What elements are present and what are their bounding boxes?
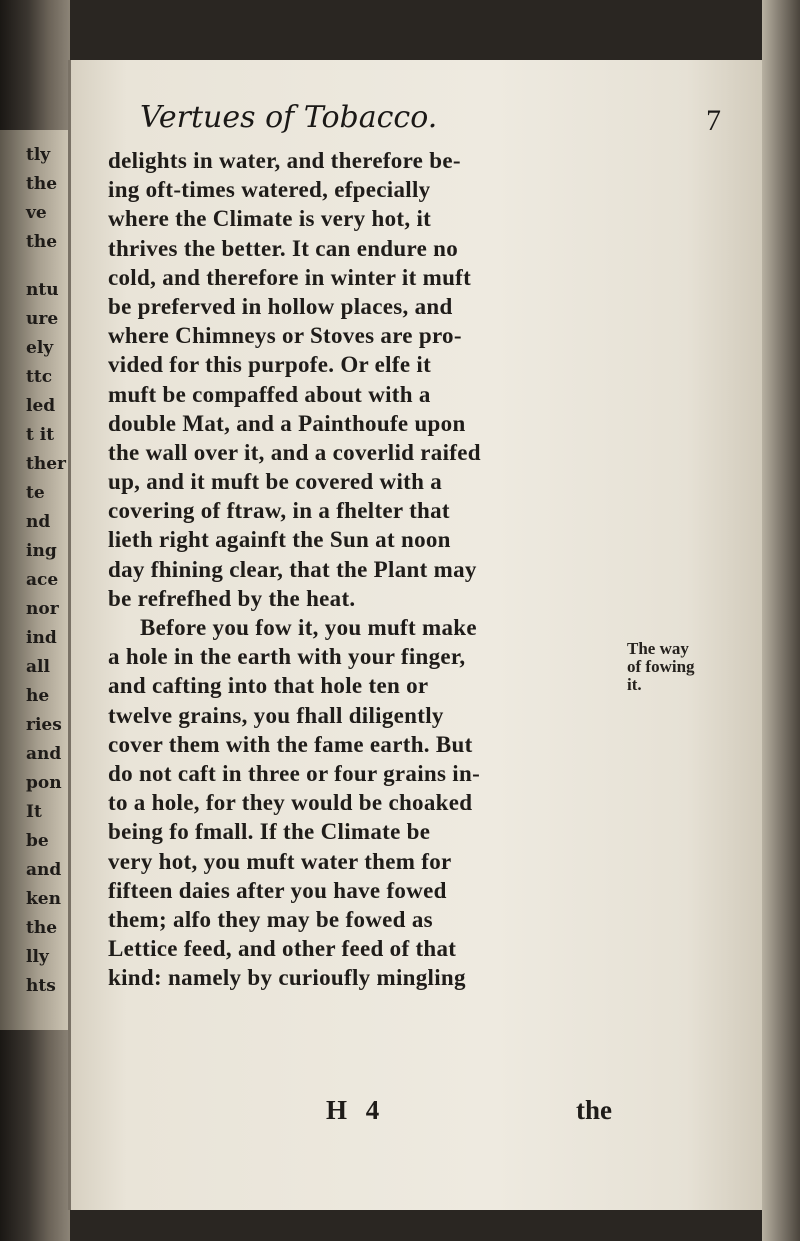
text-line: double Mat, and a Painthoufe upon bbox=[108, 410, 466, 436]
facing-fragment: ind bbox=[26, 628, 57, 648]
text-line: day fhining clear, that the Plant may bbox=[108, 556, 477, 582]
text-line: very hot, you muft water them for bbox=[108, 848, 452, 874]
facing-fragment: ther bbox=[26, 454, 66, 474]
text-line: and cafting into that hole ten or bbox=[108, 673, 429, 699]
facing-fragment: nor bbox=[26, 599, 59, 619]
facing-fragment: It bbox=[26, 802, 42, 822]
facing-page-edge bbox=[0, 130, 70, 1030]
facing-fragment: ve bbox=[26, 203, 47, 223]
facing-fragment: ntu bbox=[26, 280, 59, 300]
facing-fragment: hts bbox=[26, 976, 56, 996]
text-line: kind: namely by curioufly mingling bbox=[108, 965, 466, 991]
text-line: fifteen daies after you have fowed bbox=[108, 877, 447, 903]
facing-fragment: be bbox=[26, 831, 49, 851]
text-line: where Chimneys or Stoves are pro- bbox=[108, 323, 462, 349]
facing-fragment: ely bbox=[26, 338, 54, 358]
facing-fragment: pon bbox=[26, 773, 62, 793]
marginal-note-line: The way bbox=[627, 639, 689, 658]
text-line: delights in water, and therefore be- bbox=[108, 148, 461, 173]
body-text bbox=[108, 146, 628, 992]
facing-fragment: ttc bbox=[26, 367, 53, 387]
facing-fragment: all bbox=[26, 657, 50, 677]
text-line: do not caft in three or four grains in- bbox=[108, 760, 481, 786]
facing-fragment: the bbox=[26, 918, 58, 938]
facing-fragment: ing bbox=[26, 541, 57, 561]
text-line: vided for this purpofe. Or elfe it bbox=[108, 352, 432, 378]
facing-fragment: the bbox=[26, 232, 58, 252]
marginal-note-line: of fowing bbox=[627, 657, 695, 676]
text-line: lieth right againft the Sun at noon bbox=[108, 527, 451, 553]
text-line: up, and it muft be covered with a bbox=[108, 469, 443, 495]
text-line: twelve grains, you fhall diligently bbox=[108, 702, 444, 728]
page-number: 7 bbox=[706, 104, 721, 137]
facing-fragment: and bbox=[26, 860, 62, 880]
text-line: cold, and therefore in winter it muft bbox=[108, 264, 472, 290]
running-head: Vertues of Tobacco. bbox=[140, 100, 438, 135]
facing-fragment: ries bbox=[26, 715, 62, 735]
text-line: them; alfo they may be fowed as bbox=[108, 906, 433, 932]
text-line: be preferved in hollow places, and bbox=[108, 293, 453, 319]
marginal-note bbox=[627, 640, 695, 694]
facing-fragment: led bbox=[26, 396, 56, 416]
facing-fragment: and bbox=[26, 744, 62, 764]
facing-fragment: t it bbox=[26, 425, 55, 445]
facing-fragment: ure bbox=[26, 309, 59, 329]
text-line: where the Climate is very hot, it bbox=[108, 206, 432, 232]
text-line: be refrefhed by the heat. bbox=[108, 585, 356, 611]
facing-fragment: ken bbox=[26, 889, 61, 909]
text-line: Lettice feed, and other feed of that bbox=[108, 936, 457, 962]
facing-fragment: the bbox=[26, 174, 58, 194]
text-line: to a hole, for they would be choaked bbox=[108, 790, 473, 816]
facing-fragment: lly bbox=[26, 947, 49, 967]
marginal-note-line: it. bbox=[627, 675, 642, 694]
facing-fragment: te bbox=[26, 483, 45, 503]
text-line: ing oft-times watered, efpecially bbox=[108, 177, 431, 203]
text-line: thrives the better. It can endure no bbox=[108, 235, 459, 261]
text-line: cover them with the fame earth. But bbox=[108, 731, 473, 757]
catchword: the bbox=[576, 1095, 612, 1125]
text-line: being fo fmall. If the Climate be bbox=[108, 819, 431, 845]
text-line: muft be compaffed about with a bbox=[108, 381, 431, 407]
facing-fragment: ace bbox=[26, 570, 59, 590]
page-edge-shadow bbox=[762, 0, 800, 1241]
facing-fragment: he bbox=[26, 686, 50, 706]
text-line: Before you fow it, you muft make bbox=[140, 615, 477, 640]
facing-fragment: nd bbox=[26, 512, 51, 532]
signature-mark: H 4 bbox=[326, 1095, 386, 1125]
text-line: the wall over it, and a coverlid raifed bbox=[108, 439, 481, 465]
text-line: a hole in the earth with your finger, bbox=[108, 644, 466, 670]
facing-fragment: tly bbox=[26, 145, 51, 165]
text-line: covering of ftraw, in a fhelter that bbox=[108, 498, 450, 524]
